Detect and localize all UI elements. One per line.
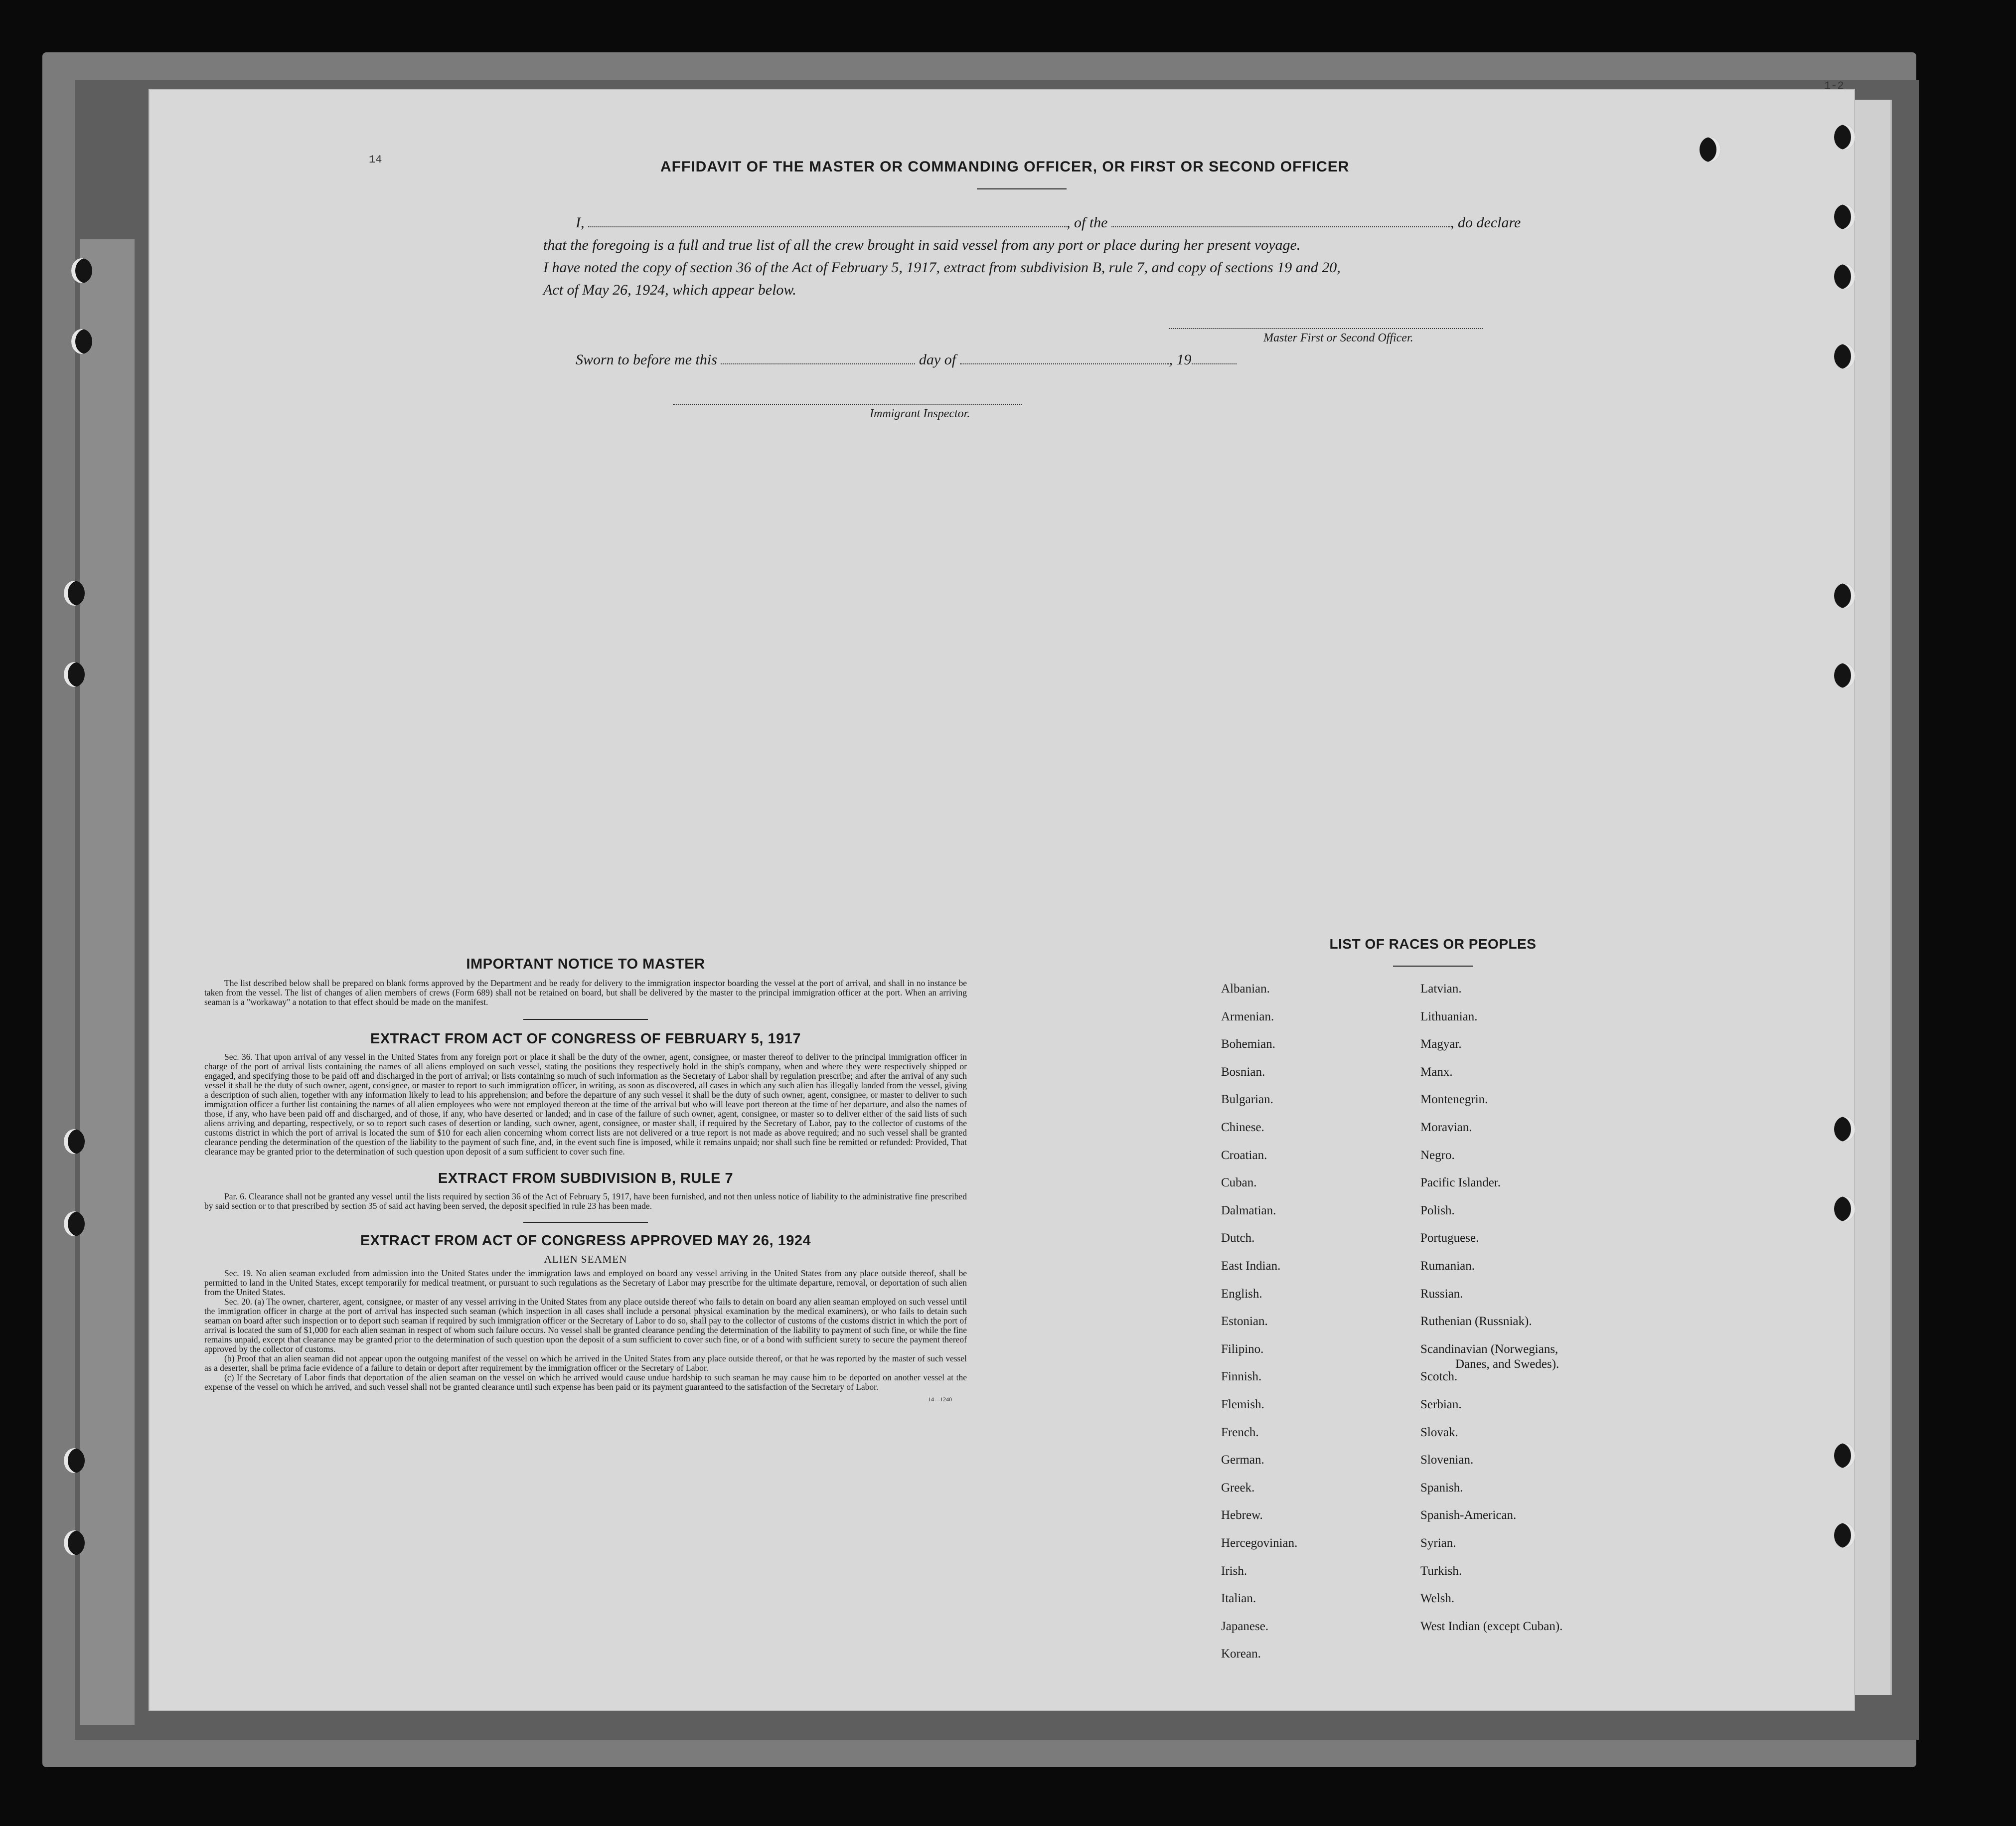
inspector-signature-line[interactable] [673,404,1022,405]
punch-hole [64,581,85,606]
sworn-day-blank[interactable] [721,363,915,364]
race-item: Ruthenian (Russniak). [1420,1315,1532,1328]
name-blank[interactable] [588,226,1067,227]
punch-hole [64,1211,85,1236]
race-item: Italian. [1221,1592,1256,1606]
notice-title: IMPORTANT NOTICE TO MASTER [466,956,705,972]
race-item: Moravian. [1420,1121,1472,1134]
race-item: Danes, and Swedes). [1455,1357,1559,1371]
sec20b-text: (b) Proof that an alien seaman did not appear upon the outgoing manifest of the vessel on which he arrived in the United States from any place outside thereof, or that he was reported by the master of such vessel as a deserter, shall be prima facie evidence of a failure to detain or deport after requirement by the immigration officer or the Secretary of Labor. [204,1353,967,1373]
race-item: Finnish. [1221,1370,1262,1384]
sworn-year-blank[interactable] [1192,363,1237,364]
race-item: Rumanian. [1420,1259,1475,1273]
sec20c-text: (c) If the Secretary of Labor finds that deportation of the alien seaman on the vessel on which he arrived would cause undue hardship to such seaman he may cause him to be deported on another vessel at the expense of the vessel on which he arrived, and such vessel shall not be granted clearance until such expense has been paid or its payment guaranteed to the satisfaction of the Secretary of Labor. [204,1372,967,1392]
corner-note: 1-2 [1824,80,1844,92]
race-item: Japanese. [1221,1619,1269,1633]
race-item: Greek. [1221,1481,1255,1494]
page-number-note: 14 [369,154,382,166]
sworn-year-label: , 19 [1169,351,1192,368]
notice-rule [523,1019,648,1020]
extract-rule7-text: Par. 6. Clearance shall not be granted any vessel until the lists required by section 36 of the Act of February 5, 1917, have been furnished, and not then unless notice of liability to the administrative fine prescribed by said section or to that prescribed by section 35 of said act having been served, the deposit specified in rule 23 has been made. [204,1191,967,1211]
affidavit-statement-2: I have noted the copy of section 36 of the Act of February 5, 1917, extract from subdivision B, rule 7, and copy of sections 19 and 20, [543,259,1341,276]
race-item: Armenian. [1221,1009,1274,1023]
race-item: Irish. [1221,1564,1247,1578]
extract-1917-title: EXTRACT FROM ACT OF CONGRESS OF FEBRUARY 5, 1917 [370,1031,801,1047]
race-item: Lithuanian. [1420,1009,1478,1023]
label-i: I, [576,214,585,231]
race-item: Cuban. [1221,1176,1257,1190]
race-item: Spanish. [1420,1481,1463,1494]
punch-hole [1834,1117,1855,1142]
race-item: Slovenian. [1420,1453,1474,1467]
race-item: Portuguese. [1420,1231,1479,1245]
race-item: German. [1221,1453,1264,1467]
sec20a-text: Sec. 20. (a) The owner, charterer, agent, consignee, or master of any vessel arriving in the United States from any place outside thereof who fails to detain on board any alien seaman employed on such vessel until the immigration officer in charge at the port of arrival has inspected such seaman (which inspection in all cases shall include a personal physical examination by the medical examiners), or who fails to detain such seaman on board after such inspection or to deport such seaman if required by such immigration officer or the Secretary of Labor to do so, shall pay to the collector of customs of the customs district in which the port of arrival is located the sum of $1,000 for each alien seaman in respect of whom such failure occurs. No vessel shall be granted clearance pending the determination of the liability to payment of such fine, or while the fine remains unpaid, except that clearance may be granted prior to the determination of such question upon the deposit of a sum sufficient to cover such fine, or of a bond with sufficient surety to secure the payment thereof approved by the collector of customs. [204,1297,967,1354]
race-item: Hebrew. [1221,1508,1263,1522]
race-item: Filipino. [1221,1342,1264,1356]
form-code: 14—1240 [928,1396,952,1403]
inspector-caption: Immigrant Inspector. [870,407,970,420]
race-item: Albanian. [1221,982,1270,996]
document-page [150,80,1854,1710]
label-of-the: , of the [1067,214,1108,231]
race-item: Korean. [1221,1647,1261,1661]
race-item: Croatian. [1221,1148,1267,1162]
race-item: Serbian. [1420,1398,1462,1411]
rule7-rule [523,1222,648,1223]
extract-1924-subtitle: ALIEN SEAMEN [544,1253,627,1265]
race-item: Chinese. [1221,1121,1264,1134]
punch-hole [64,1448,85,1473]
race-item: Magyar. [1420,1037,1462,1051]
punch-hole [1834,125,1855,150]
race-item: Manx. [1420,1065,1453,1079]
race-item: Hercegovinian. [1221,1536,1298,1550]
punch-hole [64,1530,85,1555]
races-title: LIST OF RACES OR PEOPLES [1329,936,1537,952]
race-item: Dalmatian. [1221,1203,1276,1217]
race-item: Russian. [1420,1287,1463,1301]
race-item: Bosnian. [1221,1065,1265,1079]
races-rule [1393,966,1473,967]
binding-strip [80,239,135,1725]
punch-hole [1834,663,1855,688]
race-item: Spanish-American. [1420,1508,1517,1522]
race-item: Montenegrin. [1420,1093,1488,1107]
extract-1917-text: Sec. 36. That upon arrival of any vessel in the United States from any foreign port or place it shall be the duty of the owner, agent, consignee, or master thereof to deliver to the principal immigration officer in charge of the port of arrival lists containing the names of all aliens employed on such vessel, stating the positions they respectively hold in the ship's company, when and where they were respectively shipped or engaged, and specifying those to be paid off and discharged in the port of arrival; or lists containing so much of such information as the Secretary of Labor shall by regulation prescribe; and after the arrival of any such vessel it shall be the duty of such owner, agent, consignee, or master to report to such immigration officer, in writing, as soon as discovered, all cases in which any such alien has illegally landed from the vessel, giving a description of such alien, together with any information likely to lead to his apprehension; and before the departure of any such vessel it shall be the duty of such owner, agent, consignee, or master to deliver to such immigration officer a further list containing the names of all alien employees who were not employed thereon at the time of the arrival but who will leave port thereon at the time of her departure, and also the names of those, if any, who have been paid off and discharged, and of those, if any, who have deserted or landed; and in case of the failure of such owner, agent, consignee, or master so to deliver either of the said lists of such aliens arriving and departing, respectively, or so to report such cases of desertion or landing, such owner, agent, consignee, or master shall, if required by the Secretary of Labor, pay to the collector of customs of the customs district in which the port of arrival is located the sum of $10 for each alien concerning whom correct lists are not delivered or a true report is not made as above required; and no such vessel shall be granted clearance pending the determination of the question of the liability to the payment of such fine, and, in the event such fine is imposed, while it remains unpaid; nor shall such fine be remitted or refunded: Provided, That clearance may be granted prior to the determination of such question upon deposit of a sum sufficient to cover such fine. [204,1052,967,1157]
punch-hole [1834,344,1855,369]
punch-hole [1834,1443,1855,1468]
race-item: Estonian. [1221,1315,1268,1328]
race-item: Turkish. [1420,1564,1462,1578]
race-item: French. [1221,1425,1259,1439]
affidavit-line-1 [576,214,1521,231]
punch-hole [1834,204,1855,229]
punch-hole [1834,264,1855,289]
race-item: Flemish. [1221,1398,1264,1411]
race-item: Polish. [1420,1203,1455,1217]
race-item: Latvian. [1420,982,1462,996]
signature-line[interactable] [1169,328,1483,329]
affidavit-title: AFFIDAVIT OF THE MASTER OR COMMANDING OFFICER, OR FIRST OR SECOND OFFICER [660,159,1350,175]
affidavit-statement-3: Act of May 26, 1924, which appear below. [543,282,796,298]
race-item: Scotch. [1420,1370,1458,1384]
notice-section [204,956,967,1403]
punch-hole [1834,1196,1855,1221]
punch-hole [1834,1523,1855,1548]
signature-caption: Master First or Second Officer. [1263,332,1413,344]
race-item: Slovak. [1420,1425,1458,1439]
sworn-day-label: day of [919,351,956,368]
sworn-line [576,351,1237,368]
punch-hole [71,258,92,283]
title-rule [977,188,1067,189]
punch-hole [64,662,85,687]
notice-text: The list described below shall be prepared on blank forms approved by the Department and be ready for delivery to the immigration inspector boarding the vessel at the port of arrival, and shall in no instance be taken from the vessel. The list of changes of alien members of crews (Form 689) shall not be retained on board, but shall be delivered by the master to the principal immigration officer at the port. When an arriving seaman is a "workaway" a notation to that effect should be made on the manifest. [204,978,967,1007]
race-item: English. [1221,1287,1262,1301]
race-item: Welsh. [1420,1592,1455,1606]
punch-hole [71,329,92,354]
race-item: Dutch. [1221,1231,1255,1245]
sworn-prefix: Sworn to before me this [576,351,717,368]
punch-hole [1834,583,1855,608]
label-declare: , do declare [1450,214,1521,231]
race-item: Pacific Islander. [1420,1176,1501,1190]
extract-rule7-title: EXTRACT FROM SUBDIVISION B, RULE 7 [438,1170,734,1186]
race-item: Negro. [1420,1148,1455,1162]
race-item: Bohemian. [1221,1037,1276,1051]
vessel-blank[interactable] [1111,226,1450,227]
sworn-month-blank[interactable] [960,363,1169,364]
punch-hole [1700,137,1720,162]
race-item: Syrian. [1420,1536,1456,1550]
affidavit-statement-1: that the foregoing is a full and true list of all the crew brought in said vessel from any port or place during her present voyage. [543,237,1301,253]
race-item: Scandinavian (Norwegians, [1420,1342,1558,1356]
sec19-text: Sec. 19. No alien seaman excluded from admission into the United States under the immigration laws and employed on board any vessel arriving in the United States from any place outside thereof, shall be permitted to land in the United States, except temporarily for medical treatment, or pursuant to such regulations as the Secretary of Labor may prescribe for the ultimate departure, removal, or deportation of such alien from the United States. [204,1268,967,1297]
race-item: West Indian (except Cuban). [1420,1619,1563,1633]
race-item: East Indian. [1221,1259,1281,1273]
punch-hole [64,1129,85,1154]
race-item: Bulgarian. [1221,1093,1273,1107]
extract-1924-title: EXTRACT FROM ACT OF CONGRESS APPROVED MAY 26, 1924 [360,1233,811,1249]
